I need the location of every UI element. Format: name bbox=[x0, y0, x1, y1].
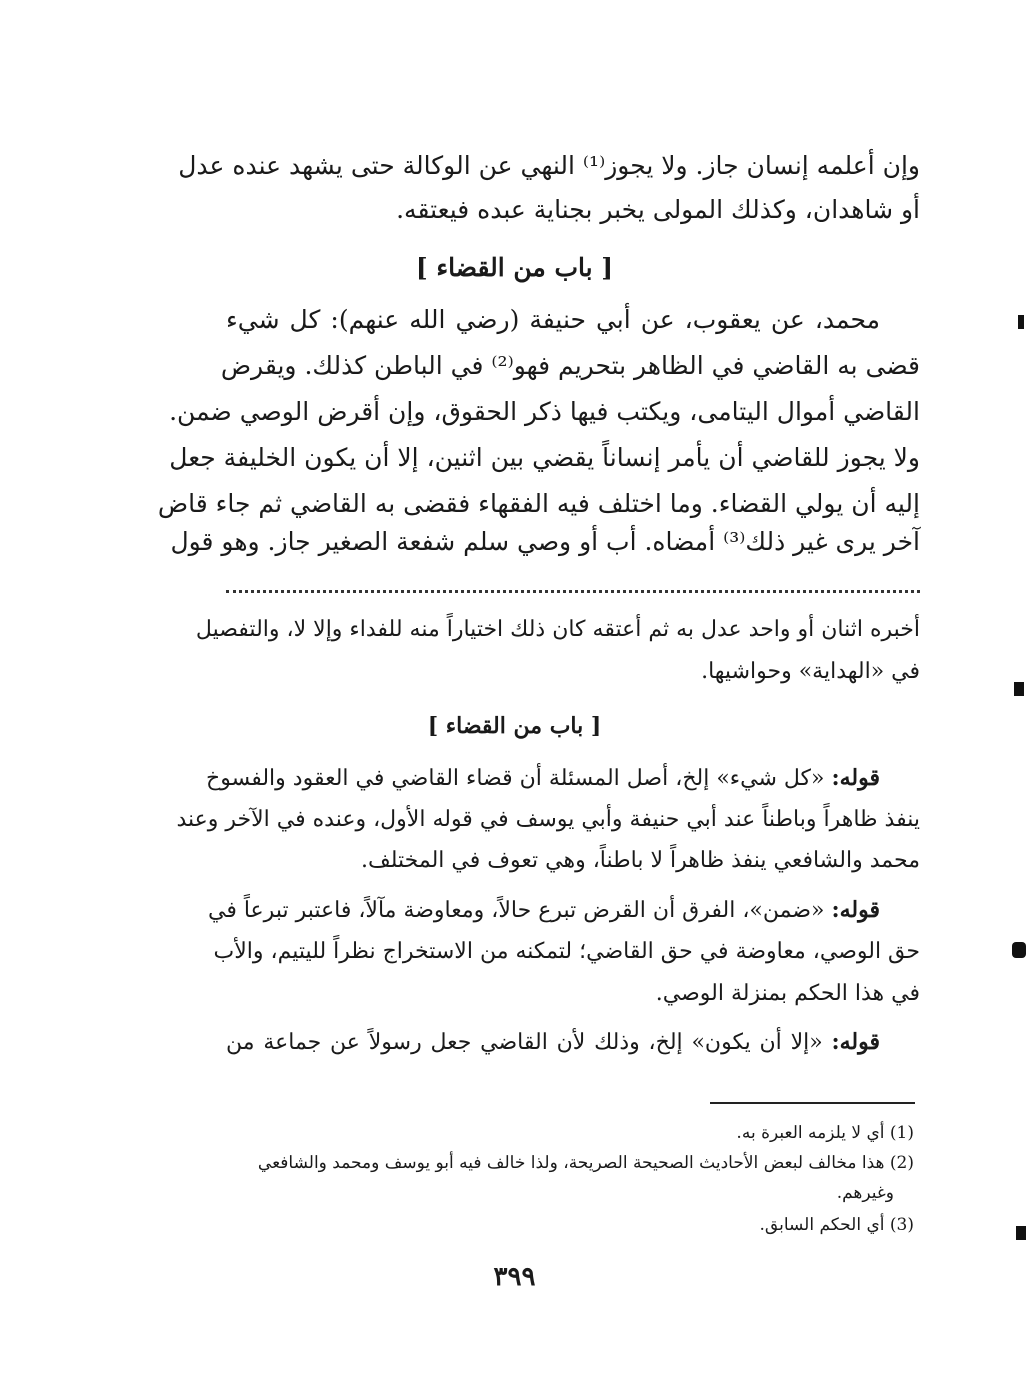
footnote-rule bbox=[710, 1102, 915, 1104]
text-line: ولا يجوز للقاضي أن يأمر إنساناً يقضي بين اثنين، إلا أن يكون الخليفة جعل bbox=[169, 443, 920, 472]
commentary-line bbox=[208, 892, 920, 929]
commentary-line: في «الهداية» وحواشيها. bbox=[701, 659, 920, 684]
commentary-lead: قوله: bbox=[831, 1029, 880, 1055]
commentary-line bbox=[226, 1024, 920, 1061]
text-line: قضى به القاضي في الظاهر بتحريم فهو⁽²⁾ في الباطن كذلك. ويقرض bbox=[220, 351, 920, 380]
commentary-line: حق الوصي، معاوضة في حق القاضي؛ لتمكنه من الاستخراج نظراً لليتيم، والأب bbox=[213, 939, 920, 964]
commentary-text: «ضمن»، الفرق أن القرض تبرع حالاً، ومعاوضة مآلاً، فاعتبر تبرعاً في bbox=[208, 898, 832, 923]
text-line: إليه أن يولي القضاء. وما اختلف فيه الفقهاء فقضى به القاضي ثم جاء قاض bbox=[157, 489, 920, 518]
footnote: (1) أي لا يلزمه العبرة به. bbox=[736, 1123, 914, 1143]
text-line bbox=[226, 300, 920, 340]
dotted-separator bbox=[226, 590, 920, 599]
footnote: (2) هذا مخالف لبعض الأحاديث الصحيحة الصريحة، ولذا خالف فيه أبو يوسف ومحمد والشافعي bbox=[257, 1153, 914, 1173]
text-line-content: محمد، عن يعقوب، عن أبي حنيفة (رضي الله عنهم): كل شيء bbox=[226, 305, 880, 334]
scan-mark bbox=[1018, 315, 1024, 329]
commentary-line: ينفذ ظاهراً وباطناً عند أبي حنيفة وأبي يوسف في قوله الأول، وعنده في الآخر وعند bbox=[176, 807, 920, 832]
section-heading: [ باب من القضاء ] bbox=[415, 253, 614, 282]
commentary-text: «كل شيء» إلخ، أصل المسئلة أن قضاء القاضي في العقود والفسوخ bbox=[206, 766, 832, 791]
scan-mark bbox=[1014, 682, 1024, 696]
commentary-line: في هذا الحكم بمنزلة الوصي. bbox=[655, 981, 920, 1006]
footnote: (3) أي الحكم السابق. bbox=[759, 1215, 914, 1235]
footnote-continuation: وغيرهم. bbox=[836, 1183, 894, 1203]
commentary-line: أخبره اثنان أو واحد عدل به ثم أعتقه كان ذلك اختياراً منه للفداء وإلا لا، والتفصيل bbox=[195, 617, 920, 642]
commentary-lead: قوله: bbox=[831, 897, 880, 923]
commentary-line: محمد والشافعي ينفذ ظاهراً لا باطناً، وهي تعوف في المختلف. bbox=[360, 848, 920, 873]
commentary-text: «إلا أن يكون» إلخ، وذلك لأن القاضي جعل رسولاً عن جماعة من bbox=[226, 1030, 832, 1055]
commentary-heading: [ باب من القضاء ] bbox=[427, 713, 602, 739]
scan-mark bbox=[1016, 1226, 1026, 1240]
text-line: أو شاهدان، وكذلك المولى يخبر بجناية عبده فيعتقه. bbox=[396, 195, 920, 224]
text-line: القاضي أموال اليتامى، ويكتب فيها ذكر الحقوق، وإن أقرض الوصي ضمن. bbox=[169, 397, 920, 426]
scan-mark bbox=[1012, 942, 1026, 958]
text-line: وإن أعلمه إنسان جاز. ولا يجوز⁽¹⁾ النهي عن الوكالة حتى يشهد عنده عدل bbox=[178, 151, 920, 180]
page-number: ٣٩٩ bbox=[493, 1262, 536, 1292]
commentary-lead: قوله: bbox=[831, 765, 880, 791]
text-line: آخر يرى غير ذلك⁽³⁾ أمضاه. أب أو وصي سلم شفعة الصغير جاز. وهو قول bbox=[170, 527, 920, 556]
commentary-line bbox=[206, 760, 920, 797]
